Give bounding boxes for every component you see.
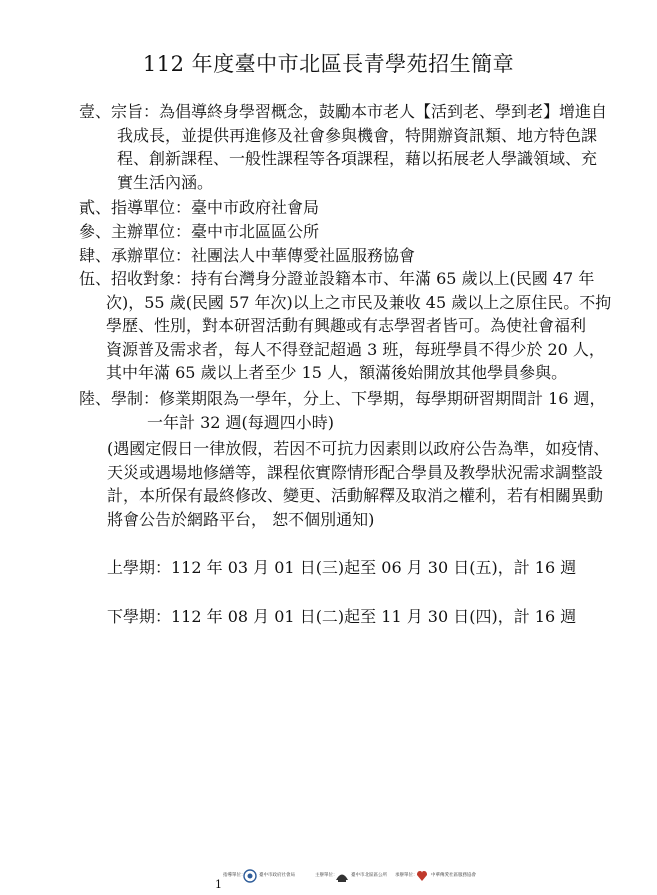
section-label: 伍、招收對象： (79, 269, 192, 288)
note-line: (遇國定假日一律放假，若因不可抗力因素則以政府公告為準，如疫情、 (107, 439, 610, 458)
section-schedule (79, 387, 639, 434)
note-line: 天災或遇場地修繕等，課程依實際情形配合學員及教學狀況需求調整設 (107, 462, 604, 482)
section-line: 一年計 32 週(每週四小時) (147, 412, 335, 432)
association-logo-icon (415, 868, 429, 882)
footer-contractor-label: 承辦單位： (395, 873, 418, 878)
section-text: 修業期限為一學年，分上、下學期，每學期研習期間計 16 週， (159, 389, 606, 408)
section-line: 貳、指導單位：臺中市政府社會局 (79, 198, 320, 217)
footer-contractor-name: 中華傳愛社區服務協會 (431, 873, 476, 878)
section-line: 我成長，並提供再進修及社會參與機會，特開辦資訊類、地方特色課 (117, 125, 598, 145)
section-line: 程、創新課程、一般性課程等各項課程，藉以拓展老人學識領域、充 (117, 149, 598, 168)
section-line: 參、主辦單位：臺中市北區區公所 (79, 222, 320, 241)
section-line: 實生活內涵。 (117, 172, 214, 192)
section-supervisor (79, 196, 639, 220)
first-semester: 上學期：112 年 03 月 01 日(三)起至 06 月 30 日(五)，計 16 週 (107, 558, 577, 577)
section-line: 其中年滿 65 歲以上者至少 15 人，額滿後始開放其他學員參與。 (106, 363, 568, 382)
district-office-logo-icon (335, 868, 349, 882)
footer-organizer-name: 臺中市北區區公所 (351, 873, 387, 878)
footer-organizer-label: 主辦單位： (315, 873, 338, 878)
section-purpose (79, 100, 639, 194)
section-line: 資源普及需求者，每人不得登記超過 3 班，每班學員不得少於 20 人， (106, 339, 605, 359)
page-number: 1 (215, 878, 222, 891)
note-line: 計，本所保有最終修改、變更、活動解釋及取消之權利，若有相關異動 (107, 486, 604, 505)
social-affairs-logo-icon (243, 868, 257, 882)
section-contractor (79, 244, 639, 268)
page-title: 112 年度臺中市北區長青學苑招生簡章 (142, 52, 515, 76)
section-line: 次)，55 歲(民國 57 年次)以上之市民及兼收 45 歲以上之原住民。不拘 (106, 292, 612, 312)
section-line: 學歷、性別，對本研習活動有興趣或有志學習者皆可。為使社會福利 (106, 316, 587, 335)
section-line (79, 387, 639, 411)
footer-supervisor-label: 指導單位： (223, 873, 246, 878)
page-footer (215, 862, 645, 892)
second-semester: 下學期：112 年 08 月 01 日(二)起至 11 月 30 日(四)，計 16 週 (107, 607, 577, 626)
section-label: 壹、宗旨： (79, 102, 160, 121)
section-enrollment (79, 267, 639, 385)
section-organizer (79, 220, 639, 244)
note-line: 將會公告於網路平台， 恕不個別通知) (107, 509, 375, 529)
schedule-note (107, 437, 627, 531)
section-line (79, 100, 639, 124)
section-line (79, 267, 639, 291)
section-text: 持有台灣身分證並設籍本市、年滿 65 歲以上(民國 47 年 (191, 269, 595, 288)
footer-supervisor-name: 臺中市政府社會局 (259, 873, 295, 878)
section-text: 為倡導終身學習概念，鼓勵本市老人【活到老、學到老】增進自 (159, 102, 608, 121)
section-label: 陸、學制： (79, 389, 160, 408)
section-line: 肆、承辦單位：社團法人中華傳愛社區服務協會 (79, 246, 416, 265)
